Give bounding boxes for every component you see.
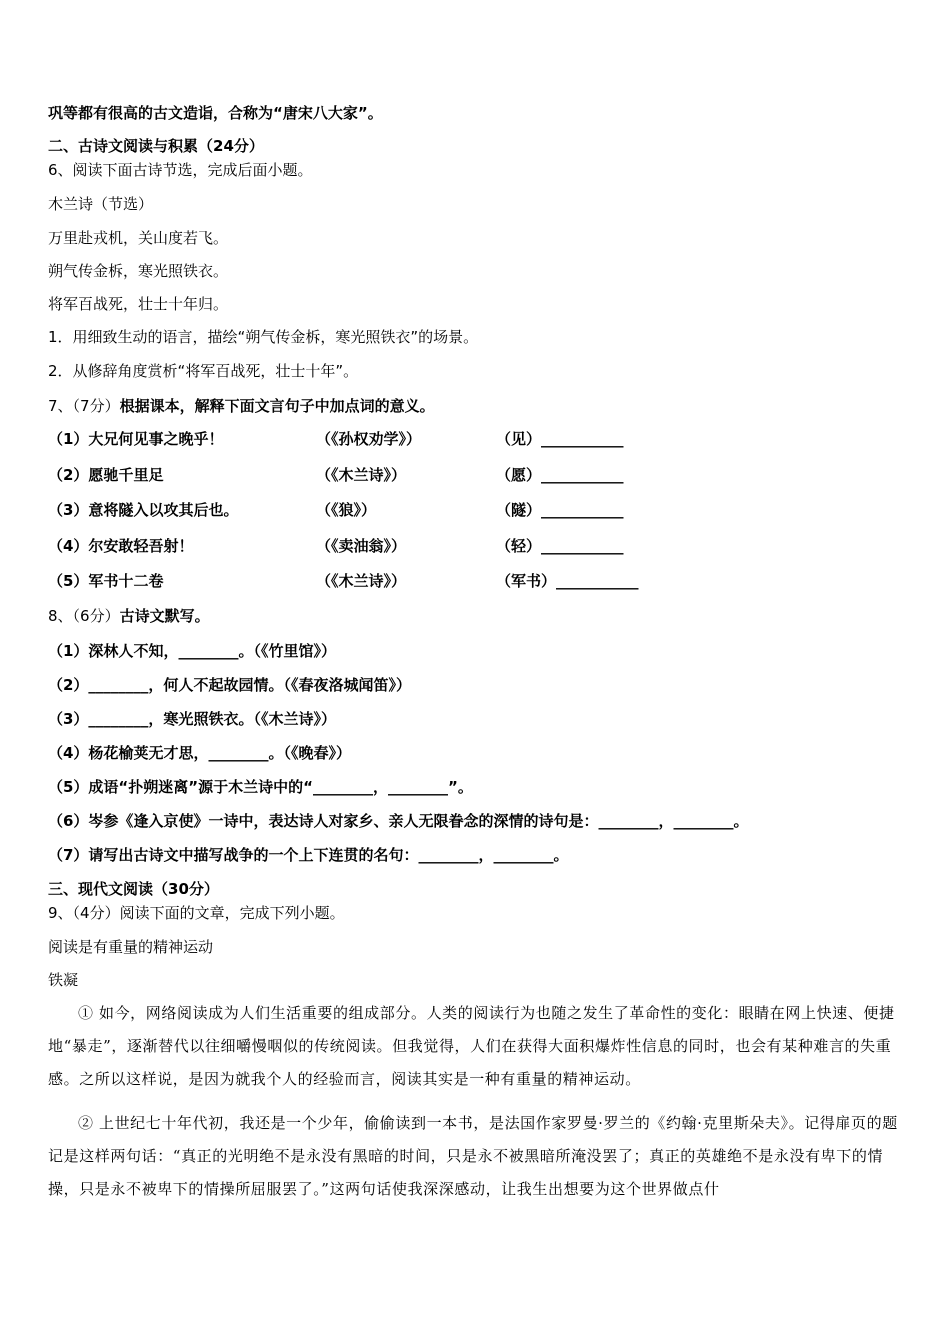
article-author: 铁凝 <box>48 971 79 989</box>
q7-word: （隧）___________ <box>496 501 624 519</box>
q7-prompt: 根据课本，解释下面文言句子中加点词的意义。 <box>119 397 435 415</box>
q8-item: （7）请写出古诗文中描写战争的一个上下连贯的名句：________，________。 <box>48 846 569 864</box>
q7-sentence: （1）大兄何见事之晚乎！ <box>48 430 224 448</box>
q8-item: （2）________，何人不起故园情。（《春夜洛城闻笛》） <box>48 676 411 694</box>
article-paragraph: ① 如今，网络阅读成为人们生活重要的组成部分。人类的阅读行为也随之发生了革命性的变化：眼睛在网上快速、便捷地“暴走”，逐渐替代以往细嚼慢咽似的传统阅读。但我觉得，人们在获得大面积爆炸性信息的同时，也会有某种难言的失重感。之所以这样说，是因为就我个人的经验而言，阅读其实是一种有重量的精神运动。 <box>48 1004 895 1088</box>
q7-word: （见）___________ <box>496 430 624 448</box>
poem-line: 朔气传金柝，寒光照铁衣。 <box>48 262 229 280</box>
q7-source: （《卖油翁》） <box>316 537 407 555</box>
q8-item: （3）________，寒光照铁衣。（《木兰诗》） <box>48 710 336 728</box>
q8-item: （1）深林人不知，________。（《竹里馆》） <box>48 642 336 660</box>
q7-source: （《狼》） <box>316 501 377 519</box>
poem-title: 木兰诗（节选） <box>48 195 154 213</box>
article-title: 阅读是有重量的精神运动 <box>48 938 214 956</box>
q8-item: （6）岑参《逢入京使》一诗中，表达诗人对家乡、亲人无限眷念的深情的诗句是：________，________。 <box>48 812 749 830</box>
poem-line: 万里赴戎机，关山度若飞。 <box>48 229 229 247</box>
q7-sentence: （4）尔安敢轻吾射！ <box>48 537 194 555</box>
q7-word: （愿）___________ <box>496 466 624 484</box>
q7-sentence: （5）军书十二卷 <box>48 572 164 590</box>
q6-sub1: 1．用细致生动的语言，描绘“朔气传金柝，寒光照铁衣”的场景。 <box>48 328 479 346</box>
q7-sentence: （2）愿驰千里足 <box>48 466 164 484</box>
q6-sub2: 2．从修辞角度赏析“将军百战死，壮士十年”。 <box>48 362 359 380</box>
q8-item: （4）杨花榆荚无才思，________。（《晚春》） <box>48 744 351 762</box>
q7-source: （《木兰诗》） <box>316 466 407 484</box>
q8-header <box>48 606 210 627</box>
section2-heading: 二、古诗文阅读与积累（24分） <box>48 137 264 155</box>
section3-heading: 三、现代文阅读（30分） <box>48 880 219 898</box>
q8-item: （5）成语“扑朔迷离”源于木兰诗中的“________，________”。 <box>48 778 473 796</box>
q8-prompt: 古诗文默写。 <box>119 607 210 625</box>
q7-source: （《木兰诗》） <box>316 572 407 590</box>
poem-line: 将军百战死，壮士十年归。 <box>48 295 229 313</box>
q7-number: 7、（7分） <box>48 397 120 415</box>
q7-word: （轻）___________ <box>496 537 624 555</box>
q7-word: （军书）___________ <box>496 572 639 590</box>
q7-header <box>48 396 435 417</box>
article-paragraph: ② 上世纪七十年代初，我还是一个少年，偷偷读到一本书，是法国作家罗曼·罗兰的《约翰·克里斯朵夫》。记得扉页的题记是这样两句话：“真正的光明绝不是永没有黑暗的时间，只是永不被黑暗所淹没罢了；真正的英雄绝不是永没有卑下的情操，只是永不被卑下的情操所屈服罢了。”这两句话使我深深感动，让我生出想要为这个世界做点什 <box>48 1114 898 1198</box>
q6-prompt: 6、阅读下面古诗节选，完成后面小题。 <box>48 161 313 179</box>
q8-number: 8、（6分） <box>48 607 120 625</box>
q9-prompt: 9、（4分）阅读下面的文章，完成下列小题。 <box>48 904 345 922</box>
q7-sentence: （3）意将隧入以攻其后也。 <box>48 501 239 519</box>
intro-tail-text: 巩等都有很高的古文造诣，合称为“唐宋八大家”。 <box>48 104 383 122</box>
q7-source: （《孙权劝学》） <box>316 430 422 448</box>
